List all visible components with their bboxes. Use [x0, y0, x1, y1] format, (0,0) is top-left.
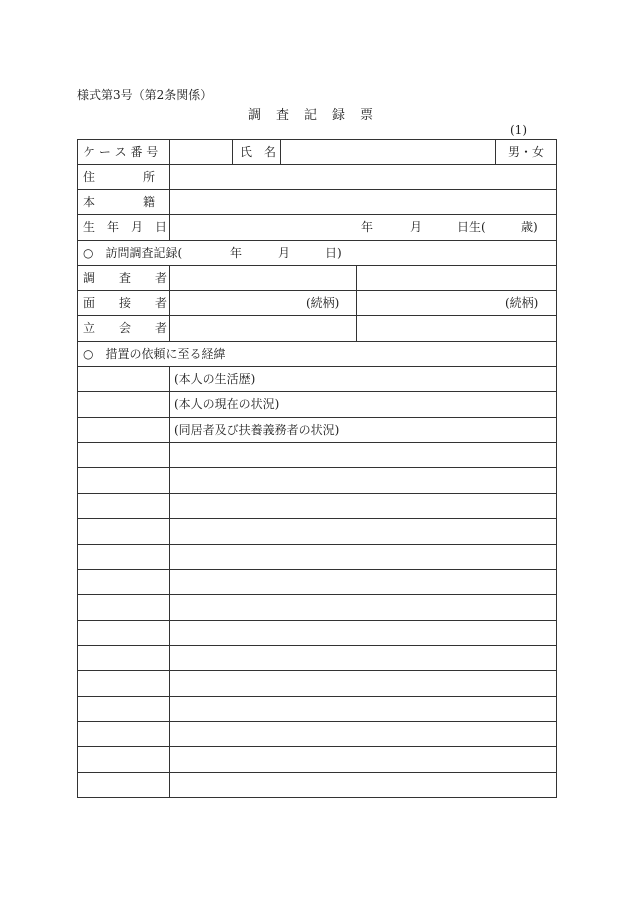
page-number: (1) [510, 123, 527, 137]
birth-year-unit: 年 [361, 220, 374, 234]
gender-label: 男・女 [508, 145, 545, 159]
birth-age-unit: 歳) [521, 220, 538, 234]
visit-record-heading: ○ 訪問調査記録( [83, 246, 183, 260]
investigator-label: 調 査 者 [83, 271, 168, 285]
relation-label-1: (続柄) [306, 296, 340, 310]
case-number-label: ケ ー ス 番 号 [83, 145, 159, 159]
honseki-label: 本 籍 [83, 195, 156, 209]
birth-day-unit: 日生( [457, 220, 486, 234]
birthdate-label: 生 年 月 日 [83, 220, 168, 234]
interviewee-label: 面 接 者 [83, 296, 168, 310]
life-history-label: (本人の生活歴) [174, 372, 256, 386]
birth-month-unit: 月 [410, 220, 423, 234]
form-number: 様式第3号（第2条関係） [77, 88, 213, 102]
address-label: 住 所 [83, 170, 156, 184]
name-label: 氏 名 [240, 145, 277, 159]
relation-label-2: (続柄) [505, 296, 539, 310]
background-heading: ○ 措置の依頼に至る経緯 [83, 347, 226, 361]
household-status-label: (同居者及び扶養義務者の状況) [174, 423, 340, 437]
visit-month-unit: 月 [278, 246, 291, 260]
witness-label: 立 会 者 [83, 321, 168, 335]
document-title: 調 査 記 録 票 [248, 108, 375, 123]
visit-day-unit: 日) [325, 246, 342, 260]
current-status-label: (本人の現在の状況) [174, 397, 280, 411]
visit-year-unit: 年 [230, 246, 243, 260]
